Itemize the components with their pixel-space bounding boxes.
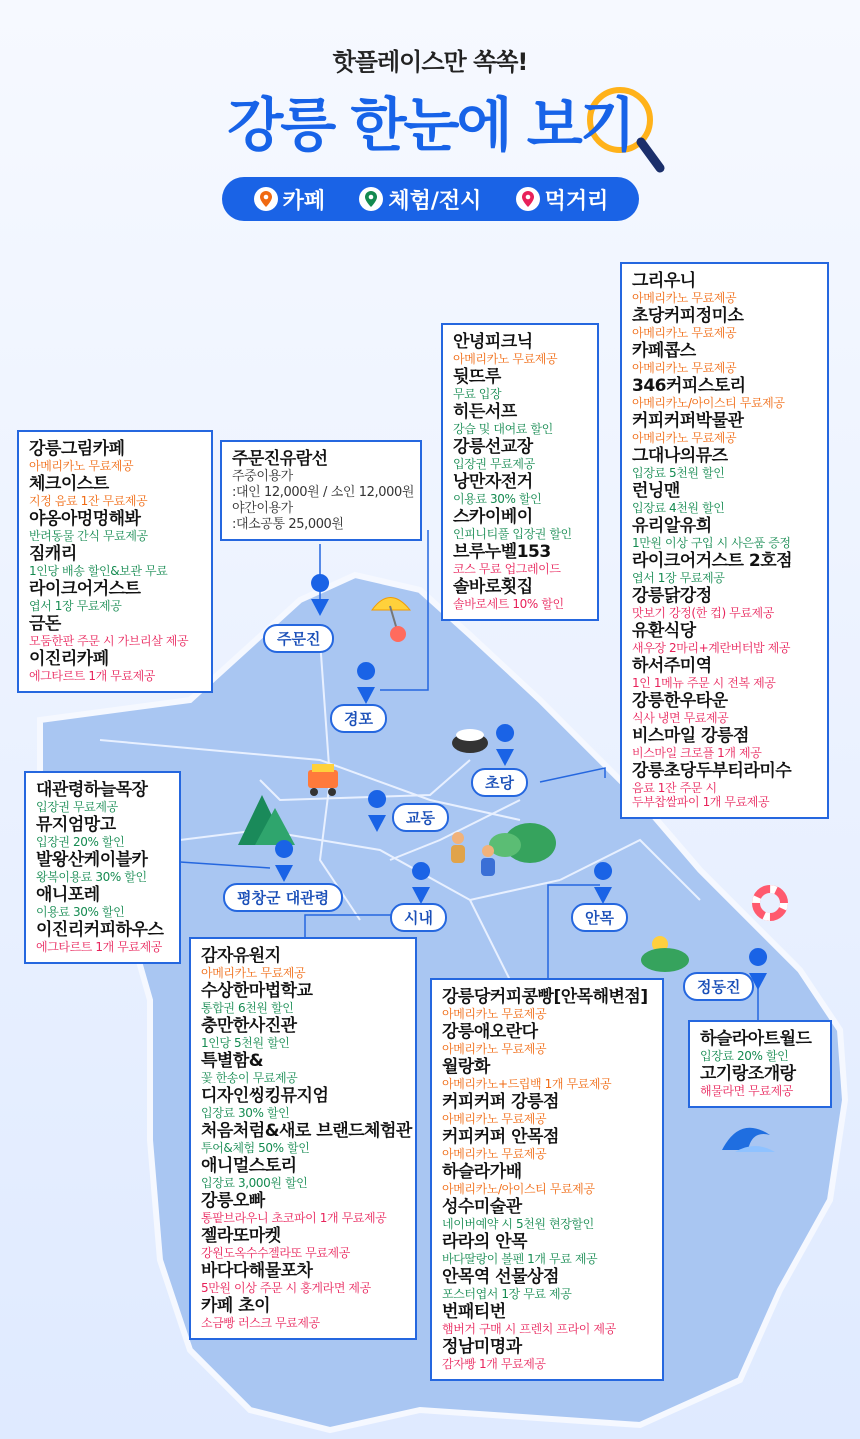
place-entry[interactable] — [201, 1157, 405, 1190]
legend-cafe-label: 카페 — [282, 188, 326, 214]
legend-experience-label: 체험/전시 — [388, 188, 482, 214]
place-benefit: 무료 입장 — [453, 387, 502, 401]
place-benefit: 5만원 이상 주문 시 홍게라면 제공 — [201, 1281, 371, 1295]
place-entry[interactable] — [453, 578, 587, 611]
place-benefit: 아메리카노 무료제공 — [201, 966, 306, 980]
place-name: 런닝맨 — [632, 481, 680, 501]
place-entry[interactable] — [201, 1087, 405, 1120]
place-name: 주문진유람선 — [232, 449, 328, 469]
place-name: 강릉당커피콩빵[안목해변점] — [442, 987, 648, 1007]
place-entry[interactable] — [29, 510, 201, 543]
place-name: 충만한사진관 — [201, 1016, 297, 1036]
place-name: 브루누벨153 — [453, 542, 551, 562]
place-entry[interactable] — [442, 1163, 652, 1196]
place-entry[interactable] — [36, 851, 169, 884]
place-entry[interactable] — [700, 1030, 820, 1063]
place-benefit: 해물라면 무료제공 — [700, 1084, 793, 1098]
pin-icon — [358, 186, 384, 212]
place-name: 대관령하늘목장 — [36, 780, 148, 800]
place-entry[interactable] — [453, 403, 587, 436]
place-info-line: 야간이용가 — [232, 501, 293, 516]
place-entry[interactable] — [442, 1128, 652, 1161]
place-info-line: :대소공통 25,000원 — [232, 517, 344, 532]
place-entry[interactable] — [201, 1297, 405, 1330]
place-name: 강릉선교장 — [453, 437, 533, 457]
pin-icon — [253, 186, 279, 212]
place-entry[interactable] — [29, 615, 201, 648]
place-name: 뮤지엄망고 — [36, 815, 116, 835]
place-name: 스카이베이 — [453, 507, 533, 527]
place-name: 애니멀스토리 — [201, 1156, 297, 1176]
place-name: 처음처럼&새로 브랜드체험관 — [201, 1121, 412, 1141]
place-benefit: 지정 음료 1잔 무료제공 — [29, 494, 148, 508]
place-benefit: 입장권 무료제공 — [36, 800, 118, 814]
legend-food — [515, 184, 609, 215]
place-entry[interactable] — [201, 1227, 405, 1260]
place-benefit: 아메리카노 무료제공 — [632, 361, 737, 375]
place-benefit: 투어&체험 50% 할인 — [201, 1141, 310, 1155]
place-benefit: 코스 무료 업그레이드 — [453, 562, 561, 576]
place-name: 금돈 — [29, 614, 61, 634]
place-benefit: 솔바로세트 10% 할인 — [453, 597, 564, 611]
place-entry[interactable] — [36, 886, 169, 919]
place-name: 강릉그림카페 — [29, 439, 125, 459]
place-entry[interactable] — [201, 947, 405, 980]
place-name: 성수미술관 — [442, 1197, 522, 1217]
place-entry[interactable] — [632, 482, 817, 515]
place-name: 하슬라가배 — [442, 1162, 522, 1182]
place-benefit: 에그타르트 1개 무료제공 — [29, 669, 155, 683]
area-label-gyeongpo[interactable]: 경포 — [330, 704, 387, 733]
place-name: 강릉초당두부티라미수 — [632, 761, 792, 781]
place-name: 히든서프 — [453, 402, 517, 422]
place-name: 안목역 선물상점 — [442, 1267, 559, 1287]
pot-icon — [452, 729, 488, 753]
place-name: 이진리커피하우스 — [36, 920, 164, 940]
place-benefit: 통팥브라우니 초코파이 1개 무료제공 — [201, 1211, 387, 1225]
place-benefit: 아메리카노 무료제공 — [632, 431, 737, 445]
place-name: 디자인씽킹뮤지엄 — [201, 1086, 329, 1106]
place-entry[interactable] — [29, 580, 201, 613]
place-benefit: 음료 1잔 주문 시 두부찹쌀파이 1개 무료제공 — [632, 781, 770, 809]
place-benefit: 통합권 6천원 할인 — [201, 1001, 294, 1015]
place-entry[interactable] — [453, 543, 587, 576]
area-box-sinae — [189, 937, 417, 1340]
area-label-jumunjin[interactable]: 주문진 — [263, 624, 334, 653]
place-benefit: 아메리카노 무료제공 — [632, 291, 737, 305]
place-entry[interactable] — [36, 781, 169, 814]
place-name: 강릉한우타운 — [632, 691, 728, 711]
place-entry[interactable] — [201, 1192, 405, 1225]
page-subtitle: 핫플레이스만 쏙쏙! — [332, 48, 528, 76]
place-entry[interactable] — [201, 1262, 405, 1295]
place-entry[interactable] — [453, 508, 587, 541]
place-benefit: 감자빵 1개 무료제공 — [442, 1357, 546, 1371]
place-name: 낭만자전거 — [453, 472, 533, 492]
area-label-pyeongchang[interactable]: 평창군 대관령 — [223, 883, 343, 912]
place-benefit: 모둠한판 주문 시 가브리살 제공 — [29, 634, 189, 648]
place-benefit: 1만원 이상 구입 시 사은품 증정 — [632, 536, 791, 550]
place-entry[interactable] — [442, 1303, 652, 1336]
place-benefit: 입장료 30% 할인 — [201, 1106, 290, 1120]
page-title: 강릉 한눈에 보기 — [227, 91, 633, 159]
place-benefit: 새우장 2마리+계란버터밥 제공 — [632, 641, 791, 655]
place-name: 체크이스트 — [29, 474, 109, 494]
place-entry[interactable] — [29, 650, 201, 683]
place-entry[interactable] — [632, 517, 817, 550]
place-benefit: 에그타르트 1개 무료제공 — [36, 940, 162, 954]
place-info-line: :대인 12,000원 / 소인 12,000원 — [232, 485, 415, 500]
place-benefit: 식사 냉면 무료제공 — [632, 711, 729, 725]
place-name: 발왕산케이블카 — [36, 850, 148, 870]
place-entry[interactable] — [632, 657, 817, 690]
lifebuoy-icon — [756, 889, 784, 917]
place-benefit: 엽서 1장 무료제공 — [632, 571, 725, 585]
place-name: 고기랑조개랑 — [700, 1064, 796, 1084]
place-entry[interactable] — [442, 1093, 652, 1126]
place-entry[interactable] — [632, 307, 817, 340]
place-name: 커피커퍼 강릉점 — [442, 1092, 559, 1112]
place-entry[interactable] — [201, 1121, 412, 1155]
place-benefit: 맛보기 강정(한 컵) 무료제공 — [632, 606, 774, 620]
place-name: 번패티번 — [442, 1302, 506, 1322]
place-name: 하서주미역 — [632, 656, 712, 676]
area-label-gyodong[interactable]: 교동 — [392, 803, 449, 832]
place-benefit: 비스마일 크로플 1개 제공 — [632, 746, 762, 760]
place-benefit: 아메리카노 무료제공 — [442, 1042, 547, 1056]
place-benefit: 인피니티풀 입장권 할인 — [453, 527, 572, 541]
place-entry[interactable] — [442, 1268, 652, 1301]
place-benefit: 강습 및 대여료 할인 — [453, 422, 553, 436]
place-benefit: 아메리카노 무료제공 — [442, 1112, 547, 1126]
place-entry[interactable] — [632, 587, 817, 620]
place-benefit: 네이버예약 시 5천원 현장할인 — [442, 1217, 594, 1231]
place-name: 그리우니 — [632, 271, 696, 291]
place-entry[interactable] — [453, 368, 587, 401]
place-benefit: 1인당 5천원 할인 — [201, 1036, 290, 1050]
place-name: 하슬라아트월드 — [700, 1029, 812, 1049]
place-entry[interactable] — [442, 988, 652, 1021]
place-benefit: 아메리카노 무료제공 — [453, 352, 558, 366]
place-benefit: 이용료 30% 할인 — [453, 492, 542, 506]
legend-food-label: 먹거리 — [544, 188, 609, 214]
place-benefit: 햄버거 구매 시 프렌치 프라이 제공 — [442, 1322, 616, 1336]
place-name: 월랑화 — [442, 1057, 490, 1077]
place-name: 애니포레 — [36, 885, 100, 905]
place-benefit: 소금빵 러스크 무료제공 — [201, 1316, 320, 1330]
place-name: 커피커퍼박물관 — [632, 411, 744, 431]
place-name: 강릉애오란다 — [442, 1022, 538, 1042]
place-name: 라이크어거스트 — [29, 579, 141, 599]
place-benefit: 강원도옥수수젤라또 무료제공 — [201, 1246, 350, 1260]
place-benefit: 아메리카노 무료제공 — [442, 1007, 547, 1021]
place-benefit: 꽃 한송이 무료제공 — [201, 1071, 298, 1085]
place-entry[interactable] — [632, 342, 817, 375]
place-name: 솔바로횟집 — [453, 577, 533, 597]
place-benefit: 입장료 5천원 할인 — [632, 466, 725, 480]
place-name: 그대나의뮤즈 — [632, 446, 728, 466]
place-benefit: 포스터엽서 1장 무료 제공 — [442, 1287, 572, 1301]
legend-cafe — [253, 184, 326, 215]
place-entry[interactable] — [632, 727, 817, 760]
place-entry[interactable] — [36, 816, 169, 849]
place-name: 유리알유희 — [632, 516, 712, 536]
place-info-line: 주중이용가 — [232, 469, 293, 484]
place-benefit: 1인 1메뉴 주문 시 전복 제공 — [632, 676, 776, 690]
place-entry[interactable] — [442, 1198, 652, 1231]
place-entry[interactable] — [700, 1065, 820, 1098]
place-entry[interactable] — [453, 473, 587, 506]
area-box-chodang — [620, 262, 829, 819]
place-name: 라라의 안목 — [442, 1232, 528, 1252]
place-entry[interactable] — [29, 475, 201, 508]
area-box-pyeongchang — [24, 771, 181, 964]
area-box-jumunjin-west — [17, 430, 213, 693]
place-name: 커피커퍼 안목점 — [442, 1127, 559, 1147]
place-benefit: 아메리카노/아이스티 무료제공 — [442, 1182, 595, 1196]
place-benefit: 아메리카노 무료제공 — [442, 1147, 547, 1161]
place-entry[interactable] — [201, 1017, 405, 1050]
legend-bar — [222, 177, 639, 221]
place-name: 카페 초이 — [201, 1296, 271, 1316]
place-entry[interactable] — [632, 692, 817, 725]
place-name: 강릉오빠 — [201, 1191, 265, 1211]
place-name: 짐캐리 — [29, 544, 77, 564]
place-benefit: 1인당 배송 할인&보관 무료 — [29, 564, 168, 578]
legend-experience — [358, 184, 481, 215]
place-entry[interactable] — [201, 1052, 405, 1085]
area-box-gyeongpo — [441, 323, 599, 621]
place-name: 감자유원지 — [201, 946, 281, 966]
place-name: 비스마일 강릉점 — [632, 726, 749, 746]
place-name: 라이크어거스트 2호점 — [632, 551, 793, 571]
place-entry[interactable] — [632, 762, 817, 809]
place-name: 이진리카페 — [29, 649, 109, 669]
place-name: 뒷뜨루 — [453, 367, 501, 387]
place-benefit: 아메리카노 무료제공 — [29, 459, 134, 473]
place-entry[interactable] — [453, 333, 587, 366]
place-benefit: 입장료 20% 할인 — [700, 1049, 789, 1063]
place-entry[interactable] — [442, 1338, 652, 1371]
place-name: 바다다해물포차 — [201, 1261, 313, 1281]
area-box-jumunjin-cruise — [220, 440, 422, 541]
place-entry[interactable] — [36, 921, 169, 954]
place-name: 강릉닭강정 — [632, 586, 712, 606]
place-entry[interactable] — [632, 412, 817, 445]
place-benefit: 입장료 4천원 할인 — [632, 501, 725, 515]
place-benefit: 아메리카노 무료제공 — [632, 326, 737, 340]
place-name: 유환식당 — [632, 621, 696, 641]
place-entry[interactable] — [201, 982, 405, 1015]
area-box-anmok — [430, 978, 664, 1381]
place-entry[interactable] — [632, 552, 817, 585]
place-benefit: 이용료 30% 할인 — [36, 905, 125, 919]
area-label-jeongdongjin[interactable]: 정동진 — [683, 972, 754, 1001]
place-name: 346커피스토리 — [632, 376, 746, 396]
place-benefit: 입장료 3,000원 할인 — [201, 1176, 308, 1190]
place-entry[interactable] — [453, 438, 587, 471]
place-name: 야옹아멍멍해봐 — [29, 509, 141, 529]
area-label-sinae[interactable]: 시내 — [390, 903, 447, 932]
place-entry[interactable] — [29, 545, 201, 578]
place-name: 수상한마법학교 — [201, 981, 313, 1001]
place-name: 초당커피정미소 — [632, 306, 744, 326]
place-benefit: 반려동물 간식 무료제공 — [29, 529, 148, 543]
place-name: 젤라또마켓 — [201, 1226, 281, 1246]
place-name: 안녕피크닉 — [453, 332, 533, 352]
place-benefit: 왕복이용료 30% 할인 — [36, 870, 147, 884]
place-entry[interactable] — [442, 1023, 652, 1056]
place-benefit: 입장권 무료제공 — [453, 457, 535, 471]
place-name: 정남미명과 — [442, 1337, 522, 1357]
place-benefit: 입장권 20% 할인 — [36, 835, 125, 849]
place-benefit: 아메리카노+드립백 1개 무료제공 — [442, 1077, 612, 1091]
place-entry[interactable] — [442, 1233, 652, 1266]
place-entry[interactable] — [29, 440, 201, 473]
place-name: 특별함& — [201, 1051, 264, 1071]
place-entry[interactable] — [442, 1058, 652, 1091]
place-benefit: 엽서 1장 무료제공 — [29, 599, 122, 613]
place-entry[interactable] — [632, 377, 817, 410]
place-entry[interactable] — [632, 272, 817, 305]
place-benefit: 바다딸랑이 볼펜 1개 무료 제공 — [442, 1252, 598, 1266]
pin-icon — [515, 186, 541, 212]
place-entry[interactable] — [632, 622, 817, 655]
place-entry[interactable] — [632, 447, 817, 480]
area-box-jeongdongjin — [688, 1020, 832, 1108]
area-label-anmok[interactable]: 안목 — [571, 903, 628, 932]
place-benefit: 아메리카노/아이스티 무료제공 — [632, 396, 785, 410]
place-name: 카페콥스 — [632, 341, 696, 361]
area-label-chodang[interactable]: 초당 — [471, 768, 528, 797]
